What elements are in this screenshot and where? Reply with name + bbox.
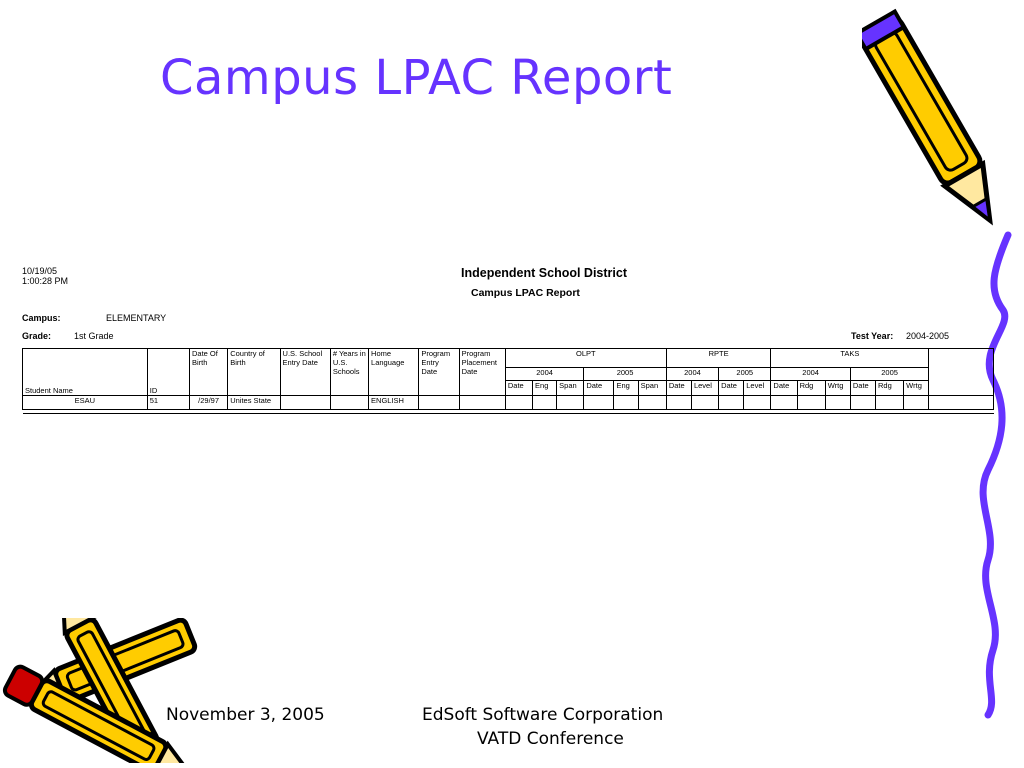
- report-table: [22, 348, 994, 414]
- cell-country: Unites State: [228, 396, 280, 410]
- cell-empty: [557, 396, 584, 410]
- test-year-label: Test Year:: [851, 331, 894, 341]
- header-rpte-2005: 2005: [719, 368, 771, 381]
- header-years-us: # Years in U.S. Schools: [330, 349, 368, 396]
- header-olpt-2004-date: Date: [505, 381, 532, 396]
- header-blank: [929, 349, 994, 396]
- cell-empty: [638, 396, 666, 410]
- cell-empty: [584, 396, 614, 410]
- header-olpt-2004: 2004: [505, 368, 583, 381]
- header-olpt-2005: 2005: [584, 368, 667, 381]
- cell-empty: [850, 396, 875, 410]
- cell-home-lang: ENGLISH: [369, 396, 419, 410]
- campus-value: ELEMENTARY: [106, 313, 167, 323]
- grade-label: Grade:: [22, 331, 52, 341]
- pencil-icon: [862, 4, 1002, 244]
- district-name: Independent School District: [461, 266, 627, 280]
- cell-empty: [505, 396, 532, 410]
- header-taks-2004-date: Date: [771, 381, 797, 396]
- header-rpte-2005-date: Date: [719, 381, 744, 396]
- cell-dob: /29/97: [190, 396, 228, 410]
- cell-student-name: ESAU: [23, 396, 148, 410]
- cell-empty: [691, 396, 718, 410]
- campus-label: Campus:: [22, 313, 61, 323]
- cell-empty: [929, 396, 994, 410]
- cell-empty: [771, 396, 797, 410]
- header-us-entry: U.S. School Entry Date: [280, 349, 330, 396]
- cell-empty: [876, 396, 904, 410]
- cell-empty: [533, 396, 557, 410]
- header-rpte-2005-level: Level: [744, 381, 771, 396]
- cell-years-us: [330, 396, 368, 410]
- cell-empty: [797, 396, 825, 410]
- header-rpte: RPTE: [666, 349, 771, 368]
- table-row: [23, 396, 994, 410]
- header-rpte-2004-level: Level: [691, 381, 718, 396]
- cell-prog-place: [459, 396, 505, 410]
- header-taks-2004: 2004: [771, 368, 850, 381]
- header-home-lang: Home Language: [369, 349, 419, 396]
- cell-us-entry: [280, 396, 330, 410]
- header-olpt-2005-span: Span: [638, 381, 666, 396]
- footer-date: November 3, 2005: [166, 705, 325, 725]
- cell-empty: [744, 396, 771, 410]
- cell-empty: [666, 396, 691, 410]
- header-taks-2005-rdg: Rdg: [876, 381, 904, 396]
- header-taks-2004-wrtg: Wrtg: [825, 381, 850, 396]
- header-prog-entry: Program Entry Date: [419, 349, 459, 396]
- test-year-value: 2004-2005: [906, 331, 950, 341]
- slide-title: Campus LPAC Report: [160, 50, 673, 106]
- footer-company: EdSoft Software Corporation: [422, 705, 664, 725]
- header-taks-2005: 2005: [850, 368, 928, 381]
- footer-event: VATD Conference: [477, 729, 624, 749]
- cell-id: 51: [147, 396, 189, 410]
- header-taks: TAKS: [771, 349, 929, 368]
- cell-empty: [904, 396, 929, 410]
- header-olpt-2004-eng: Eng: [533, 381, 557, 396]
- header-id: ID: [147, 349, 189, 396]
- crossed-pencils-icon: [0, 618, 210, 763]
- header-prog-place: Program Placement Date: [459, 349, 505, 396]
- cell-prog-entry: [419, 396, 459, 410]
- header-olpt-2005-date: Date: [584, 381, 614, 396]
- header-olpt: OLPT: [505, 349, 666, 368]
- header-rpte-2004-date: Date: [666, 381, 691, 396]
- report-date: 10/19/05: [22, 266, 58, 276]
- header-taks-2005-wrtg: Wrtg: [904, 381, 929, 396]
- header-dob: Date Of Birth: [190, 349, 228, 396]
- header-student-name: Student Name: [23, 349, 148, 396]
- header-rpte-2004: 2004: [666, 368, 718, 381]
- cell-empty: [614, 396, 638, 410]
- grade-value: 1st Grade: [74, 331, 114, 341]
- table-bottom-rule: [23, 410, 994, 414]
- header-country: Country of Birth: [228, 349, 280, 396]
- header-taks-2004-rdg: Rdg: [797, 381, 825, 396]
- report-time: 1:00:28 PM: [22, 276, 69, 286]
- cell-empty: [825, 396, 850, 410]
- lpac-report: [22, 262, 994, 432]
- header-olpt-2004-span: Span: [557, 381, 584, 396]
- header-taks-2005-date: Date: [850, 381, 875, 396]
- cell-empty: [719, 396, 744, 410]
- header-olpt-2005-eng: Eng: [614, 381, 638, 396]
- report-title: Campus LPAC Report: [471, 287, 580, 299]
